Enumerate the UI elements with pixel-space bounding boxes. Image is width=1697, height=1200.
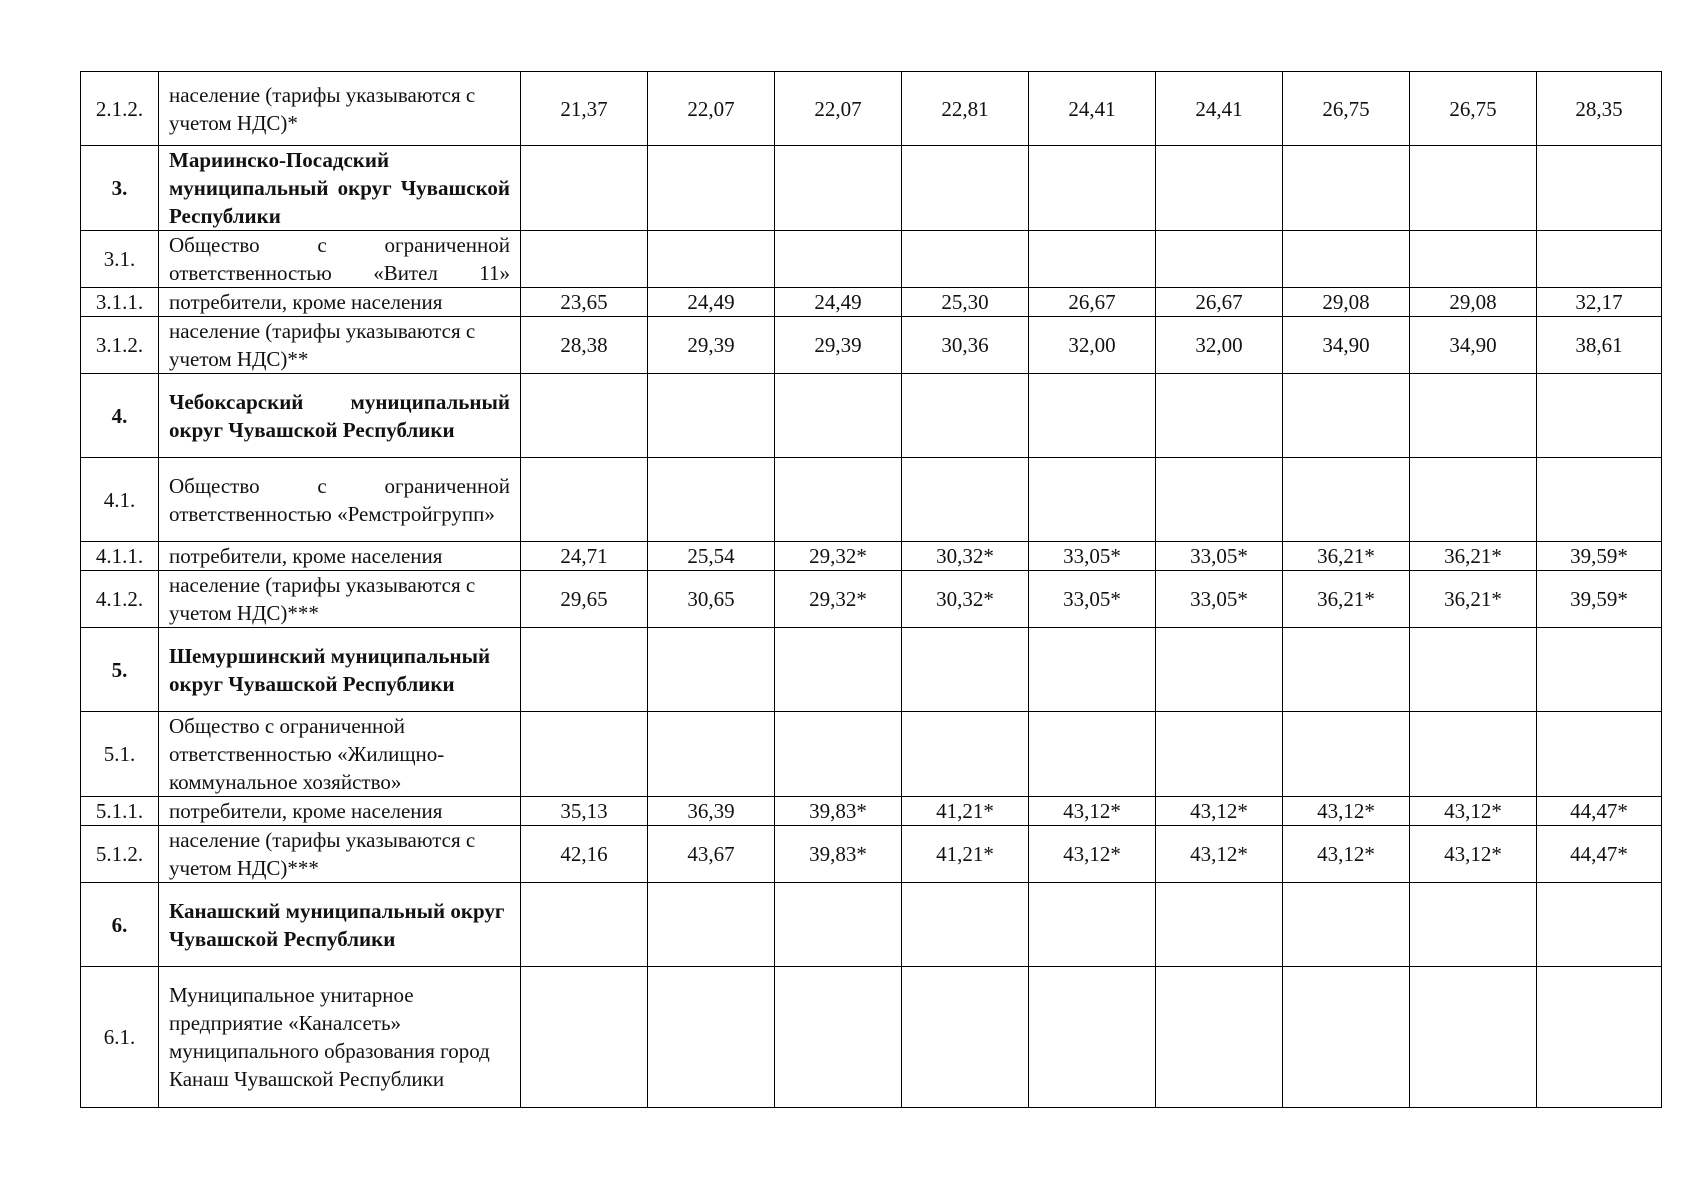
tariff-value-cell: 30,32* <box>902 571 1029 628</box>
tariff-value-cell: 22,81 <box>902 72 1029 146</box>
tariff-value-cell <box>1156 883 1283 967</box>
tariff-value-cell <box>1410 146 1537 231</box>
tariff-value-cell: 44,47* <box>1537 826 1662 883</box>
tariff-value-cell: 29,32* <box>775 571 902 628</box>
tariff-value-cell: 26,67 <box>1156 288 1283 317</box>
row-description-cell: население (тарифы указываются с учетом НДС)*** <box>159 826 521 883</box>
table-row <box>81 797 1662 826</box>
tariff-value-cell: 26,75 <box>1283 72 1410 146</box>
tariff-value-cell: 36,21* <box>1283 571 1410 628</box>
tariff-value-cell: 24,49 <box>648 288 775 317</box>
tariff-value-cell <box>1410 712 1537 797</box>
tariff-value-cell <box>648 458 775 542</box>
row-number-cell: 4.1. <box>81 458 159 542</box>
tariff-value-cell: 22,07 <box>648 72 775 146</box>
tariff-value-cell <box>775 231 902 288</box>
row-number-cell: 4.1.2. <box>81 571 159 628</box>
row-description-cell: Общество с ограниченной ответственностью «Жилищно-коммунальное хозяйство» <box>159 712 521 797</box>
tariff-value-cell <box>1156 967 1283 1108</box>
tariff-value-cell <box>902 967 1029 1108</box>
tariff-value-cell <box>1156 458 1283 542</box>
tariff-value-cell: 43,67 <box>648 826 775 883</box>
tariff-value-cell <box>902 628 1029 712</box>
row-number-cell: 5. <box>81 628 159 712</box>
tariff-value-cell: 29,08 <box>1283 288 1410 317</box>
table-row <box>81 883 1662 967</box>
tariff-value-cell: 26,67 <box>1029 288 1156 317</box>
table-row <box>81 826 1662 883</box>
tariff-value-cell <box>1156 374 1283 458</box>
tariff-value-cell <box>1283 712 1410 797</box>
table-row <box>81 458 1662 542</box>
tariff-value-cell <box>902 712 1029 797</box>
tariff-value-cell: 21,37 <box>521 72 648 146</box>
tariff-value-cell: 41,21* <box>902 797 1029 826</box>
row-description-cell: население (тарифы указываются с учетом НДС)** <box>159 317 521 374</box>
table-row <box>81 146 1662 231</box>
table-row <box>81 967 1662 1108</box>
table-row <box>81 288 1662 317</box>
tariff-value-cell: 33,05* <box>1156 542 1283 571</box>
tariff-value-cell <box>648 883 775 967</box>
row-description-cell: потребители, кроме населения <box>159 797 521 826</box>
tariff-value-cell: 38,61 <box>1537 317 1662 374</box>
tariff-value-cell: 33,05* <box>1156 571 1283 628</box>
tariff-value-cell <box>521 712 648 797</box>
tariff-value-cell <box>1156 628 1283 712</box>
tariff-value-cell: 36,21* <box>1410 542 1537 571</box>
tariff-value-cell <box>902 231 1029 288</box>
tariff-value-cell <box>1029 231 1156 288</box>
tariff-value-cell <box>1283 883 1410 967</box>
tariff-value-cell: 36,39 <box>648 797 775 826</box>
row-number-cell: 5.1.2. <box>81 826 159 883</box>
tariff-value-cell <box>775 967 902 1108</box>
tariff-value-cell <box>521 146 648 231</box>
tariff-value-cell <box>1283 967 1410 1108</box>
tariff-value-cell <box>648 967 775 1108</box>
tariff-value-cell: 30,65 <box>648 571 775 628</box>
tariff-value-cell: 39,59* <box>1537 542 1662 571</box>
tariff-value-cell: 30,32* <box>902 542 1029 571</box>
tariff-value-cell <box>775 883 902 967</box>
tariff-value-cell: 23,65 <box>521 288 648 317</box>
tariff-value-cell: 39,83* <box>775 797 902 826</box>
tariff-value-cell <box>1283 146 1410 231</box>
table-row <box>81 231 1662 288</box>
tariff-value-cell: 29,39 <box>775 317 902 374</box>
tariff-value-cell: 43,12* <box>1029 826 1156 883</box>
tariff-value-cell <box>1410 374 1537 458</box>
tariff-value-cell: 28,35 <box>1537 72 1662 146</box>
tariff-value-cell: 43,12* <box>1283 797 1410 826</box>
row-description-cell: население (тарифы указываются с учетом НДС)* <box>159 72 521 146</box>
tariff-value-cell: 29,39 <box>648 317 775 374</box>
tariff-value-cell <box>775 458 902 542</box>
tariff-value-cell <box>1283 458 1410 542</box>
tariff-value-cell: 41,21* <box>902 826 1029 883</box>
tariff-value-cell <box>1537 231 1662 288</box>
tariff-value-cell <box>1537 967 1662 1108</box>
row-number-cell: 3.1.1. <box>81 288 159 317</box>
tariff-value-cell <box>1410 628 1537 712</box>
tariff-value-cell <box>1283 628 1410 712</box>
tariff-value-cell: 29,32* <box>775 542 902 571</box>
tariff-value-cell: 30,36 <box>902 317 1029 374</box>
row-description-cell: потребители, кроме населения <box>159 288 521 317</box>
tariff-value-cell <box>775 374 902 458</box>
tariff-value-cell <box>1156 712 1283 797</box>
tariff-value-cell: 22,07 <box>775 72 902 146</box>
table-row <box>81 571 1662 628</box>
tariff-value-cell <box>648 374 775 458</box>
tariff-value-cell <box>1029 628 1156 712</box>
row-number-cell: 5.1.1. <box>81 797 159 826</box>
tariff-value-cell: 24,49 <box>775 288 902 317</box>
table-row <box>81 628 1662 712</box>
tariff-value-cell <box>1029 374 1156 458</box>
tariff-value-cell <box>521 883 648 967</box>
tariff-value-cell <box>521 628 648 712</box>
row-description-cell: Муниципальное унитарное предприятие «Каналсеть» муниципального образования город Канаш Чувашской Республики <box>159 967 521 1108</box>
row-description-cell: Чебоксарский муниципальный округ Чувашской Республики <box>159 374 521 458</box>
tariff-value-cell <box>1283 231 1410 288</box>
tariff-value-cell <box>648 712 775 797</box>
tariff-value-cell <box>775 712 902 797</box>
tariff-value-cell: 39,59* <box>1537 571 1662 628</box>
tariff-value-cell <box>1537 146 1662 231</box>
tariff-value-cell <box>1410 231 1537 288</box>
tariff-value-cell <box>1410 967 1537 1108</box>
tariff-value-cell <box>1156 146 1283 231</box>
tariff-value-cell <box>1410 458 1537 542</box>
tariff-value-cell <box>1537 458 1662 542</box>
table-row <box>81 542 1662 571</box>
row-description-cell: потребители, кроме населения <box>159 542 521 571</box>
tariff-value-cell: 24,41 <box>1029 72 1156 146</box>
tariff-value-cell: 25,54 <box>648 542 775 571</box>
tariff-value-cell: 36,21* <box>1283 542 1410 571</box>
tariff-value-cell: 32,00 <box>1156 317 1283 374</box>
row-number-cell: 6. <box>81 883 159 967</box>
tariff-value-cell <box>775 628 902 712</box>
tariff-value-cell <box>1156 231 1283 288</box>
tariff-value-cell <box>1283 374 1410 458</box>
tariff-value-cell <box>521 967 648 1108</box>
tariff-value-cell: 28,38 <box>521 317 648 374</box>
row-number-cell: 3.1. <box>81 231 159 288</box>
row-description-cell: Шемуршинский муниципальный округ Чувашской Республики <box>159 628 521 712</box>
tariff-value-cell <box>902 883 1029 967</box>
tariff-value-cell <box>1537 883 1662 967</box>
tariff-table <box>80 71 1662 1108</box>
tariff-value-cell <box>1029 712 1156 797</box>
tariff-value-cell: 29,65 <box>521 571 648 628</box>
tariff-value-cell <box>1537 712 1662 797</box>
tariff-value-cell <box>1537 374 1662 458</box>
row-number-cell: 4. <box>81 374 159 458</box>
row-number-cell: 3. <box>81 146 159 231</box>
tariff-value-cell: 34,90 <box>1410 317 1537 374</box>
row-number-cell: 2.1.2. <box>81 72 159 146</box>
tariff-value-cell <box>1029 883 1156 967</box>
tariff-value-cell: 32,00 <box>1029 317 1156 374</box>
tariff-value-cell <box>1029 967 1156 1108</box>
tariff-value-cell <box>1029 146 1156 231</box>
tariff-value-cell: 25,30 <box>902 288 1029 317</box>
tariff-value-cell: 44,47* <box>1537 797 1662 826</box>
tariff-value-cell <box>521 458 648 542</box>
row-number-cell: 6.1. <box>81 967 159 1108</box>
tariff-value-cell: 39,83* <box>775 826 902 883</box>
tariff-value-cell <box>648 231 775 288</box>
tariff-value-cell: 34,90 <box>1283 317 1410 374</box>
row-description-cell: Канашский муниципальный округ Чувашской Республики <box>159 883 521 967</box>
tariff-value-cell <box>1410 883 1537 967</box>
tariff-value-cell <box>902 146 1029 231</box>
tariff-value-cell: 33,05* <box>1029 571 1156 628</box>
row-description-cell: Мариинско-Посадский муниципальный округ Чувашской Республики <box>159 146 521 231</box>
tariff-value-cell: 43,12* <box>1283 826 1410 883</box>
table-row <box>81 374 1662 458</box>
tariff-value-cell <box>648 628 775 712</box>
tariff-value-cell <box>521 231 648 288</box>
tariff-value-cell: 43,12* <box>1156 826 1283 883</box>
row-number-cell: 5.1. <box>81 712 159 797</box>
tariff-value-cell: 33,05* <box>1029 542 1156 571</box>
row-number-cell: 3.1.2. <box>81 317 159 374</box>
tariff-value-cell: 24,71 <box>521 542 648 571</box>
tariff-table-body <box>81 72 1662 1108</box>
tariff-value-cell: 42,16 <box>521 826 648 883</box>
row-description-cell: Общество с ограниченной ответственностью «Ремстройгрупп» <box>159 458 521 542</box>
row-description-cell: население (тарифы указываются с учетом НДС)*** <box>159 571 521 628</box>
tariff-value-cell <box>902 374 1029 458</box>
tariff-value-cell: 43,12* <box>1156 797 1283 826</box>
row-description-cell: Общество с ограниченной ответственностью «Вител 11» <box>159 231 521 288</box>
tariff-value-cell <box>1537 628 1662 712</box>
tariff-value-cell <box>1029 458 1156 542</box>
tariff-value-cell: 36,21* <box>1410 571 1537 628</box>
tariff-value-cell <box>775 146 902 231</box>
table-row <box>81 317 1662 374</box>
tariff-value-cell: 29,08 <box>1410 288 1537 317</box>
table-row <box>81 712 1662 797</box>
tariff-value-cell: 35,13 <box>521 797 648 826</box>
tariff-value-cell: 43,12* <box>1029 797 1156 826</box>
tariff-value-cell <box>902 458 1029 542</box>
tariff-value-cell: 24,41 <box>1156 72 1283 146</box>
table-row <box>81 72 1662 146</box>
tariff-value-cell: 43,12* <box>1410 826 1537 883</box>
tariff-value-cell: 32,17 <box>1537 288 1662 317</box>
tariff-value-cell: 26,75 <box>1410 72 1537 146</box>
tariff-value-cell <box>521 374 648 458</box>
row-number-cell: 4.1.1. <box>81 542 159 571</box>
tariff-value-cell: 43,12* <box>1410 797 1537 826</box>
tariff-value-cell <box>648 146 775 231</box>
